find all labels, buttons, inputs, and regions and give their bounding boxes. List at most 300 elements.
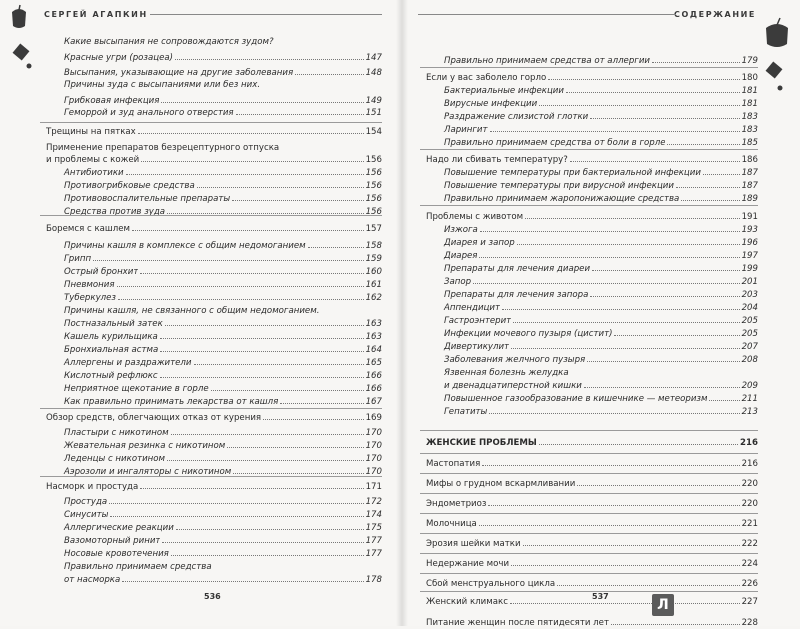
toc-entry	[46, 319, 382, 330]
leader-dots	[523, 545, 740, 546]
toc-entry-title: Противогрибковые средства	[64, 181, 195, 191]
toc-entry-page: 216	[740, 438, 758, 448]
leader-dots	[167, 213, 364, 214]
toc-entry-page: 205	[741, 316, 758, 326]
toc-entry-title: Если у вас заболело горло	[426, 73, 547, 83]
toc-entry	[426, 303, 758, 314]
toc-entry-page: 169	[365, 413, 382, 423]
toc-entry-page: 156	[365, 194, 382, 204]
toc-entry-title: Повышенное газообразование в кишечнике — метеоризм	[444, 394, 708, 404]
leader-dots	[211, 390, 364, 391]
book-gutter	[396, 0, 408, 626]
toc-entry-page: 199	[741, 264, 758, 274]
leader-dots	[117, 286, 364, 287]
toc-entry-page: 181	[741, 99, 758, 109]
leader-dots	[160, 338, 364, 339]
toc-entry	[46, 413, 382, 424]
toc-entry-page: 171	[365, 482, 382, 492]
toc-entry	[426, 99, 758, 110]
toc-entry-page: 148	[365, 68, 382, 78]
toc-entry-page: 156	[365, 155, 382, 165]
leader-dots	[676, 187, 740, 188]
toc-entry-title: Насморк и простуда	[46, 482, 139, 492]
toc-entry	[46, 280, 382, 291]
toc-entry-page: 170	[365, 454, 382, 464]
leader-dots	[511, 565, 740, 566]
leader-dots	[233, 473, 363, 474]
toc-entry-page: 209	[741, 381, 758, 391]
section-separator	[40, 215, 382, 216]
toc-entry-page: 207	[741, 342, 758, 352]
head-rule	[150, 14, 382, 15]
leader-dots	[611, 624, 740, 625]
leader-dots	[525, 218, 739, 219]
toc-entry	[46, 224, 382, 235]
toc-entry	[46, 68, 382, 79]
toc-entry-title: Туберкулез	[64, 293, 117, 303]
toc-entry-title: Боремся с кашлем	[46, 224, 131, 234]
leader-dots	[280, 403, 363, 404]
toc-entry-page: 175	[365, 523, 382, 533]
section-separator	[40, 122, 382, 123]
toc-entry-title: Антибиотики	[64, 168, 124, 178]
toc-entry-title: Повышение температуры при бактериальной инфекции	[444, 168, 701, 178]
toc-entry-title: Запор	[444, 277, 472, 287]
leader-dots	[132, 230, 364, 231]
toc-entry	[46, 371, 382, 382]
section-separator	[40, 408, 382, 409]
section-separator	[420, 553, 758, 554]
toc-entry-page: 157	[365, 224, 382, 234]
toc-entry-title: Простуда	[64, 497, 108, 507]
toc-entry-page: 201	[741, 277, 758, 287]
toc-entry-page: 177	[365, 536, 382, 546]
toc-entry-title: Носовые кровотечения	[64, 549, 169, 559]
leader-dots	[479, 525, 740, 526]
toc-entry-title: Синуситы	[64, 510, 109, 520]
leader-dots	[160, 351, 363, 352]
leader-dots	[577, 485, 739, 486]
section-separator	[420, 149, 758, 150]
section-separator	[420, 453, 758, 454]
toc-entry	[46, 575, 382, 586]
toc-entry-page: 227	[741, 597, 758, 607]
leader-dots	[510, 603, 740, 604]
toc-entry	[46, 332, 382, 343]
toc-entry-title: Причины кашля в комплексе с общим недомоганием	[64, 241, 306, 251]
section-separator	[420, 205, 758, 206]
toc-entry	[426, 329, 758, 340]
toc-entry-title: Кислотный рефлюкс	[64, 371, 158, 381]
toc-entry-page: 162	[365, 293, 382, 303]
toc-entry-page: 183	[741, 112, 758, 122]
toc-entry	[46, 194, 382, 205]
toc-entry	[46, 267, 382, 278]
leader-dots	[590, 296, 739, 297]
toc-entry-page: 156	[365, 181, 382, 191]
toc-entry	[46, 536, 382, 547]
toc-entry-page: 222	[741, 539, 758, 549]
toc-entry-title: Гепатиты	[444, 407, 488, 417]
leader-dots	[667, 144, 739, 145]
toc-entry-title: Постназальный затек	[64, 319, 163, 329]
leader-dots	[295, 74, 363, 75]
toc-entry-page: 224	[741, 559, 758, 569]
leader-dots	[681, 200, 739, 201]
toc-entry-title: Препараты для лечения запора	[444, 290, 589, 300]
leader-dots	[93, 260, 364, 261]
toc-entry-title: Причины зуда с высыпаниями или без них.	[64, 80, 261, 90]
toc-entry	[426, 479, 758, 490]
toc-entry-page: 193	[741, 225, 758, 235]
leader-dots	[171, 555, 364, 556]
toc-entry	[46, 345, 382, 356]
toc-entry	[426, 125, 758, 136]
leader-dots	[165, 325, 364, 326]
toc-entry	[426, 438, 758, 449]
toc-entry-title: Вазомоторный ринит	[64, 536, 161, 546]
toc-entry	[426, 155, 758, 166]
leader-dots	[138, 133, 364, 134]
toc-entry-page: 174	[365, 510, 382, 520]
leader-dots	[110, 516, 363, 517]
toc-entry	[426, 112, 758, 123]
toc-entry-page: 154	[365, 127, 382, 137]
leader-dots	[161, 102, 363, 103]
toc-entry	[426, 225, 758, 236]
leader-dots	[482, 465, 739, 466]
toc-entry-title: Дивертикулит	[444, 342, 510, 352]
toc-entry	[46, 428, 382, 439]
section-separator	[420, 430, 758, 431]
toc-entry	[426, 264, 758, 275]
toc-entry-page: 166	[365, 384, 382, 394]
toc-entry-title: Гастроэнтерит	[444, 316, 512, 326]
leader-dots	[162, 542, 363, 543]
toc-entry-title: Правильно принимаем средства от боли в горле	[444, 138, 666, 148]
leader-dots	[118, 299, 364, 300]
toc-entry-page: 156	[365, 207, 382, 217]
toc-entry-title: Причины кашля, не связанного с общим недомоганием.	[64, 306, 320, 316]
leader-dots	[570, 161, 740, 162]
leader-dots	[557, 585, 739, 586]
leader-dots	[122, 581, 363, 582]
toc-entry-title: Язвенная болезнь желудка	[444, 368, 569, 378]
section-separator	[420, 533, 758, 534]
leader-dots	[490, 131, 740, 132]
toc-entry	[426, 579, 758, 590]
toc-entry-title: Эндометриоз	[426, 499, 487, 509]
toc-entry	[426, 277, 758, 288]
toc-entry-page: 208	[741, 355, 758, 365]
toc-entry-title: Надо ли сбивать температуру?	[426, 155, 568, 165]
toc-entry-title: Грипп	[64, 254, 92, 264]
toc-entry-page: 170	[365, 467, 382, 477]
toc-entry-title: Женский климакс	[426, 597, 508, 607]
toc-entry-title: Леденцы с никотином	[64, 454, 166, 464]
toc-entry-title: Противовоспалительные препараты	[64, 194, 231, 204]
toc-entry-page: 180	[741, 73, 758, 83]
toc-entry-page: 183	[741, 125, 758, 135]
leader-dots	[489, 413, 739, 414]
toc-entry-title: Бронхиальная астма	[64, 345, 159, 355]
toc-entry-page: 216	[741, 459, 758, 469]
toc-entry-page: 165	[365, 358, 382, 368]
toc-entry-title: Аэрозоли и ингаляторы с никотином	[64, 467, 232, 477]
toc-entry-page: 161	[365, 280, 382, 290]
toc-entry	[426, 368, 758, 379]
leader-dots	[175, 59, 364, 60]
toc-entry-title: Аллергены и раздражители	[64, 358, 192, 368]
toc-entry	[426, 381, 758, 392]
toc-entry	[426, 238, 758, 249]
leader-dots	[652, 62, 740, 63]
toc-entry-page: 220	[741, 499, 758, 509]
toc-entry-page: 220	[741, 479, 758, 489]
leader-dots	[194, 364, 364, 365]
toc-entry	[426, 86, 758, 97]
leader-dots	[227, 447, 363, 448]
toc-entry	[46, 155, 382, 166]
leader-dots	[587, 361, 739, 362]
toc-entry	[46, 254, 382, 265]
toc-entry-title: и двенадцатиперстной кишки	[444, 381, 582, 391]
leader-dots	[517, 244, 740, 245]
toc-entry-page: 204	[741, 303, 758, 313]
toc-entry	[46, 293, 382, 304]
toc-entry	[426, 559, 758, 570]
section-separator	[420, 591, 758, 592]
toc-entry-title: Недержание мочи	[426, 559, 510, 569]
toc-entry-page: 178	[365, 575, 382, 585]
leader-dots	[548, 79, 739, 80]
section-separator	[420, 67, 758, 68]
toc-entry	[426, 194, 758, 205]
toc-entry-title: Правильно принимаем средства	[64, 562, 212, 572]
leader-dots	[171, 434, 364, 435]
toc-entry-title: Вирусные инфекции	[444, 99, 538, 109]
toc-entry-title: Раздражение слизистой глотки	[444, 112, 589, 122]
leader-dots	[167, 460, 364, 461]
apple-icon-right	[760, 14, 794, 94]
publisher-logo: Л	[652, 594, 674, 616]
toc-entry-title: Бактериальные инфекции	[444, 86, 564, 96]
section-separator	[420, 573, 758, 574]
toc-entry	[46, 523, 382, 534]
section-separator	[420, 513, 758, 514]
toc-entry-page: 160	[365, 267, 382, 277]
toc-entry-page: 203	[741, 290, 758, 300]
toc-entry-title: Правильно принимаем жаропонижающие средства	[444, 194, 680, 204]
toc-entry-title: Мастопатия	[426, 459, 481, 469]
leader-dots	[236, 114, 364, 115]
leader-dots	[479, 257, 739, 258]
leader-dots	[513, 322, 739, 323]
toc-entry	[426, 394, 758, 405]
toc-entry-title: Правильно принимаем средства от аллергии	[444, 56, 650, 66]
toc-entry	[46, 441, 382, 452]
toc-entry-title: Пластыри с никотином	[64, 428, 169, 438]
toc-entry-title: и проблемы с кожей	[46, 155, 140, 165]
toc-entry-page: 197	[741, 251, 758, 261]
toc-entry-page: 185	[741, 138, 758, 148]
toc-entry	[426, 168, 758, 179]
toc-entry-page: 159	[365, 254, 382, 264]
leader-dots	[140, 273, 363, 274]
leader-dots	[308, 247, 364, 248]
toc-entry	[46, 207, 382, 218]
leader-dots	[473, 283, 739, 284]
leader-dots	[703, 174, 740, 175]
toc-entry	[426, 499, 758, 510]
toc-entry	[426, 342, 758, 353]
toc-entry-title: Аппендицит	[444, 303, 500, 313]
toc-entry	[46, 510, 382, 521]
toc-entry-page: 177	[365, 549, 382, 559]
leader-dots	[539, 444, 738, 445]
toc-entry-title: Острый бронхит	[64, 267, 139, 277]
toc-entry-title: Кашель курильщика	[64, 332, 158, 342]
toc-entry-title: Какие высыпания не сопровождаются зудом?	[64, 37, 274, 47]
toc-entry	[426, 290, 758, 301]
toc-entry-title: Изжога	[444, 225, 478, 235]
toc-entry-title: Грибковая инфекция	[64, 96, 160, 106]
toc-entry-title: Молочница	[426, 519, 477, 529]
toc-entry-page: 164	[365, 345, 382, 355]
toc-entry-page: 156	[365, 168, 382, 178]
leader-dots	[176, 529, 364, 530]
toc-entry-title: Заболевания желчного пузыря	[444, 355, 586, 365]
toc-entry	[46, 549, 382, 560]
toc-entry-page: 226	[741, 579, 758, 589]
leader-dots	[232, 200, 363, 201]
toc-entry	[46, 127, 382, 138]
toc-entry-page: 186	[741, 155, 758, 165]
toc-entry	[426, 539, 758, 550]
toc-entry-title: Неприятное щекотание в горле	[64, 384, 209, 394]
running-head-contents: СОДЕРЖАНИЕ	[674, 10, 756, 19]
toc-entry-title: Диарея	[444, 251, 478, 261]
toc-entry-page: 181	[741, 86, 758, 96]
toc-entry-page: 151	[365, 108, 382, 118]
toc-entry-page: 205	[741, 329, 758, 339]
toc-entry	[426, 459, 758, 470]
leader-dots	[140, 488, 363, 489]
toc-entry	[46, 306, 382, 317]
page-number-left: 536	[204, 592, 221, 601]
leader-dots	[709, 400, 739, 401]
toc-entry-page: 179	[741, 56, 758, 66]
toc-entry-page: 191	[741, 212, 758, 222]
toc-entry-title: Применение препаратов безрецептурного отпуска	[46, 143, 280, 153]
toc-entry	[426, 316, 758, 327]
toc-entry	[46, 53, 382, 64]
leader-dots	[263, 419, 364, 420]
toc-entry	[46, 241, 382, 252]
toc-entry	[46, 80, 382, 91]
leader-dots	[584, 387, 740, 388]
toc-entry-title: Инфекции мочевого пузыря (цистит)	[444, 329, 613, 339]
leader-dots	[592, 270, 740, 271]
toc-entry-title: Средства против зуда	[64, 207, 166, 217]
toc-entry	[426, 251, 758, 262]
toc-entry-page: 172	[365, 497, 382, 507]
toc-entry-page: 211	[741, 394, 758, 404]
toc-entry-title: от насморка	[64, 575, 121, 585]
leader-dots	[141, 161, 363, 162]
toc-entry-page: 147	[365, 53, 382, 63]
toc-entry	[46, 397, 382, 408]
toc-entry	[426, 138, 758, 149]
leader-dots	[160, 377, 364, 378]
toc-entry-title: Препараты для лечения диареи	[444, 264, 591, 274]
toc-entry-title: Проблемы с животом	[426, 212, 524, 222]
head-rule	[418, 14, 676, 15]
leader-dots	[109, 503, 363, 504]
toc-entry-page: 158	[365, 241, 382, 251]
toc-entry-title: Жевательная резинка с никотином	[64, 441, 226, 451]
toc-entry-title: Диарея и запор	[444, 238, 515, 248]
toc-entry	[426, 181, 758, 192]
toc-entry	[46, 482, 382, 493]
toc-entry-page: 221	[741, 519, 758, 529]
toc-entry-title: Пневмония	[64, 280, 115, 290]
toc-entry-title: ЖЕНСКИЕ ПРОБЛЕМЫ	[426, 438, 537, 448]
toc-entry	[426, 519, 758, 530]
toc-entry	[426, 73, 758, 84]
toc-entry	[426, 618, 758, 629]
toc-entry	[426, 407, 758, 418]
toc-entry	[46, 358, 382, 369]
toc-entry	[46, 454, 382, 465]
leader-dots	[197, 187, 364, 188]
leader-dots	[488, 505, 739, 506]
toc-entry	[46, 384, 382, 395]
toc-entry	[46, 181, 382, 192]
toc-entry-page: 187	[741, 168, 758, 178]
toc-entry-title: Красные угри (розацеа)	[64, 53, 173, 63]
leader-dots	[539, 105, 739, 106]
toc-entry-page: 149	[365, 96, 382, 106]
toc-entry	[46, 143, 382, 154]
leader-dots	[590, 118, 739, 119]
toc-entry-title: Геморрой и зуд анального отверстия	[64, 108, 234, 118]
toc-entry-page: 187	[741, 181, 758, 191]
toc-entry-page: 170	[365, 441, 382, 451]
section-separator	[420, 493, 758, 494]
toc-entry-page: 163	[365, 332, 382, 342]
toc-entry-page: 170	[365, 428, 382, 438]
toc-entry	[46, 168, 382, 179]
toc-entry-title: Эрозия шейки матки	[426, 539, 521, 549]
toc-entry	[46, 96, 382, 107]
running-head-author: СЕРГЕЙ АГАПКИН	[44, 10, 148, 19]
toc-entry	[426, 355, 758, 366]
leader-dots	[614, 335, 739, 336]
toc-entry	[426, 212, 758, 223]
toc-entry	[46, 37, 382, 48]
leader-dots	[502, 309, 740, 310]
toc-entry-title: Сбой менструального цикла	[426, 579, 556, 589]
toc-entry-page: 167	[365, 397, 382, 407]
toc-entry	[46, 497, 382, 508]
toc-entry-title: Трещины на пятках	[46, 127, 136, 137]
leader-dots	[566, 92, 740, 93]
leader-dots	[480, 231, 740, 232]
toc-entry	[46, 562, 382, 573]
toc-entry-page: 189	[741, 194, 758, 204]
page-number-right: 537	[592, 592, 609, 601]
